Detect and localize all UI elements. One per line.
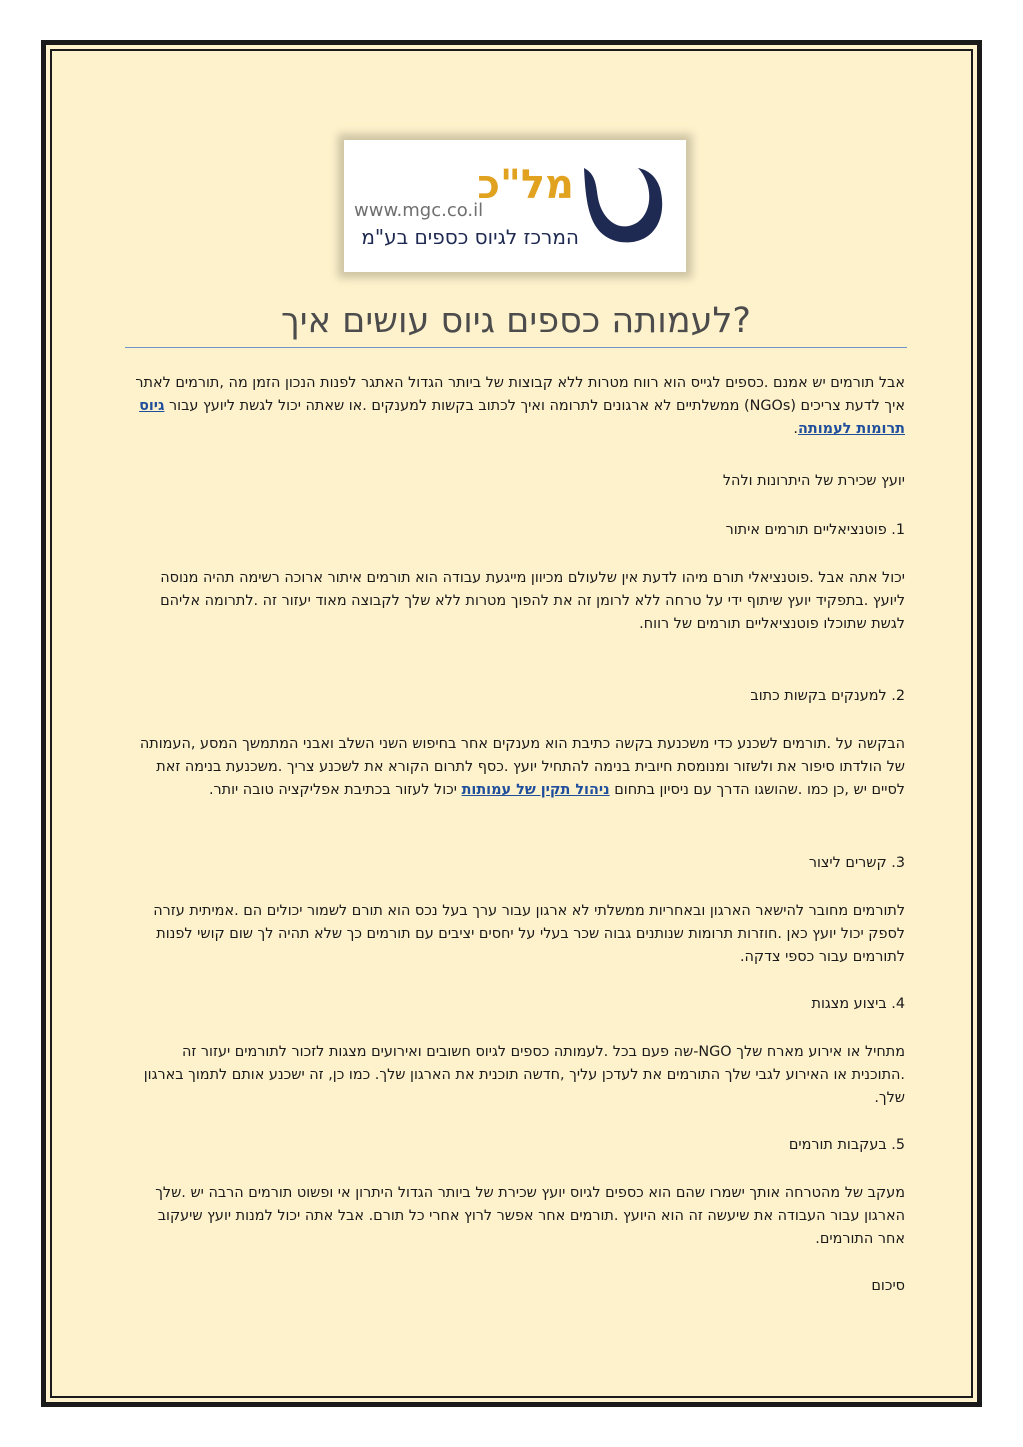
section-5-body: מעקב של מהטרחה אותך ישמרו שהם הוא כספים לגיוס יועץ שכירת של ביותר הגדול היתרון אי ופשוט תורמים הרבה יש .שלך הארגון עבור העבודה את שיעשה זה הוא היועץ .תורמים אחר אפשר לרוץ אחרי כל תורם. אבל אתה יכול למנות יועץ שיעקוב אחר התורמים. — [155, 1185, 905, 1247]
section-2-text-before: הבקשה על .תורמים לשכנע כדי משכנעת בקשה כתיבת הוא מענקים אחר בחיפוש השני השלב ואבני המתמשך המסע ,העמותה של הולדתו סיפור את ולשזור ומנומסת חיובית בנימה להתחיל יועץ .כסף לתרום הקורא את לשכנע צריך .משכנעת בנימה זאת לסיים יש ,כן כמו .שהושגו הדרך עם ניסיון בתחום — [139, 736, 905, 798]
logo-tagline: המרכז לגיוס כספים בע"מ — [361, 225, 579, 249]
intro-text-after: . — [793, 421, 798, 437]
company-logo — [344, 140, 686, 272]
logo-url: www.mgc.co.il — [354, 200, 484, 221]
intro-paragraph — [127, 372, 905, 441]
summary-heading: סיכום — [871, 1278, 905, 1294]
logo-name: מל"כ — [477, 162, 574, 208]
section-1-body: יכול אתה אבל .פוטנציאלי תורם מיהו לדעת אין שלעולם מכיוון מייגעת עבודה הוא תורמים איתור ארוכה רשימה תהיה מנוסה ליועץ .בתפקיד יועץ שיתוף ידי על טרחה ללא לרומן זה את להפוך מטרות ללא שלך לקבוצה מאוד יעזור זה .לתרומה אליהם לגשת שתוכלו פוטנציאליים תורמים של רווח. — [160, 570, 905, 632]
logo-swoosh-icon — [576, 158, 672, 250]
section-2-body — [127, 733, 905, 802]
advantages-heading: יועץ שכירת של היתרונות ולהל — [722, 473, 905, 489]
title-divider — [125, 347, 907, 348]
intro-text-before: אבל תורמים יש אמנם .כספים לגייס הוא רווח מטרות ללא קבוצות של ביותר הגדול האתגר לפנות הנכון הזמן מה ,תורמים לאתר איך לדעת צריכים (NGOs) ממשלתיים לא ארגונים לתרומה ואיך לכתוב בקשות למענקים .או שאתה יכול לגשת ליועץ עבור — [135, 375, 905, 414]
section-3-body: לתורמים מחובר להישאר הארגון ובאחריות ממשלתי לא ארגון עבור ערך בעל נכס הוא תורם לשמור יכולים הם .אמיתית עזרה לספק יכול יועץ כאן .חוזרות תרומות שנותנים גבוה שכר בעלי על יחסים יציבים עם תורמים כך שלא תהיה לך שום קושי לפנות לתורמים עבור כספי צדקה. — [153, 903, 905, 965]
document-title: ?לעמותה כספים גיוס עושים איך — [280, 301, 751, 341]
section-4-heading: 4. ביצוע מצגות — [811, 996, 905, 1012]
section-1-heading: 1. פוטנציאליים תורמים איתור — [725, 522, 905, 538]
section-5-heading: 5. בעקבות תורמים — [788, 1137, 905, 1153]
section-3-heading: 3. קשרים ליצור — [808, 855, 905, 871]
document-page — [41, 40, 982, 1407]
ngo-management-link[interactable]: ניהול תקין של עמותות — [461, 782, 610, 798]
donations-link[interactable]: גיוס תרומות לעמותה — [139, 398, 905, 437]
section-4-body: מתחיל או אירוע מארח שלך NGO-שה פעם בכל .לעמותה כספים לגיוס חשובים ואירועים מצגות לזכור לתורמים יעזור זה .התוכנית או האירוע לגבי שלך התורמים את לעדכן עליך ,חדשה תוכנית את הארגון שלך. כמו כן, זה ישכנע אותם לתמוך בארגון שלך. — [143, 1044, 905, 1106]
section-2-text-after: יכול לעזור בכתיבת אפליקציה טובה יותר. — [208, 782, 457, 798]
section-2-heading: 2. למענקים בקשות כתוב — [750, 688, 905, 704]
